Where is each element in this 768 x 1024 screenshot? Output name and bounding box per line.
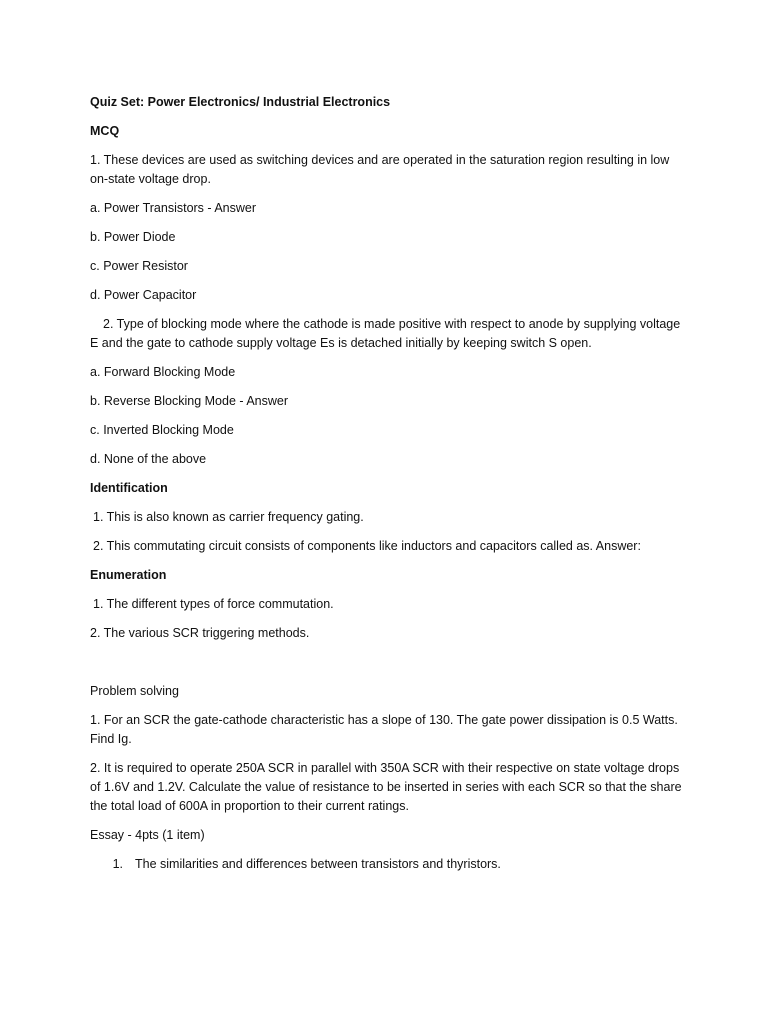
enumeration-item-2: 2. The various SCR triggering methods. xyxy=(90,626,310,640)
quiz-document xyxy=(90,93,690,884)
section-spacer xyxy=(90,653,690,682)
mcq-q1-option-d: d. Power Capacitor xyxy=(90,288,197,302)
problem-item-2: 2. It is required to operate 250A SCR in parallel with 350A SCR with their respective on state voltage drops of 1.6V and 1.2V. Calculate the value of resistance to be inserted in series with each SCR so that the share the total load of 600A in proportion to their current ratings. xyxy=(90,761,682,813)
mcq-q2-option-d: d. None of the above xyxy=(90,452,207,466)
essay-item-1 xyxy=(90,855,690,874)
problem-item-1: 1. For an SCR the gate-cathode characteristic has a slope of 130. The gate power dissipation is 0.5 Watts. Find Ig. xyxy=(90,713,678,746)
essay-item-number: 1. xyxy=(112,857,123,871)
essay-heading: Essay - 4pts (1 item) xyxy=(90,828,205,842)
enumeration-heading: Enumeration xyxy=(90,568,167,582)
document-title: Quiz Set: Power Electronics/ Industrial Electronics xyxy=(90,95,391,109)
mcq-q1-option-b: b. Power Diode xyxy=(90,230,176,244)
essay-item-text: The similarities and differences between transistors and thyristors. xyxy=(135,857,501,871)
identification-heading: Identification xyxy=(90,481,168,495)
mcq-q1-option-c: c. Power Resistor xyxy=(90,259,188,273)
identification-item-1: 1. This is also known as carrier frequency gating. xyxy=(93,510,364,524)
enumeration-item-1: 1. The different types of force commutation. xyxy=(93,597,334,611)
mcq-q2-option-c: c. Inverted Blocking Mode xyxy=(90,423,234,437)
mcq-q2-option-b: b. Reverse Blocking Mode - Answer xyxy=(90,394,289,408)
problem-solving-heading: Problem solving xyxy=(90,684,179,698)
mcq-question-2: 2. Type of blocking mode where the cathode is made positive with respect to anode by supplying voltage E and the gate to cathode supply voltage Es is detached initially by keeping switch S open. xyxy=(90,317,681,350)
mcq-q2-option-a: a. Forward Blocking Mode xyxy=(90,365,236,379)
identification-item-2: 2. This commutating circuit consists of components like inductors and capacitors called as. Answer: xyxy=(93,539,641,553)
mcq-question-1: 1. These devices are used as switching devices and are operated in the saturation region resulting in low on-state voltage drop. xyxy=(90,153,670,186)
mcq-q1-option-a: a. Power Transistors - Answer xyxy=(90,201,257,215)
mcq-heading: MCQ xyxy=(90,124,120,138)
